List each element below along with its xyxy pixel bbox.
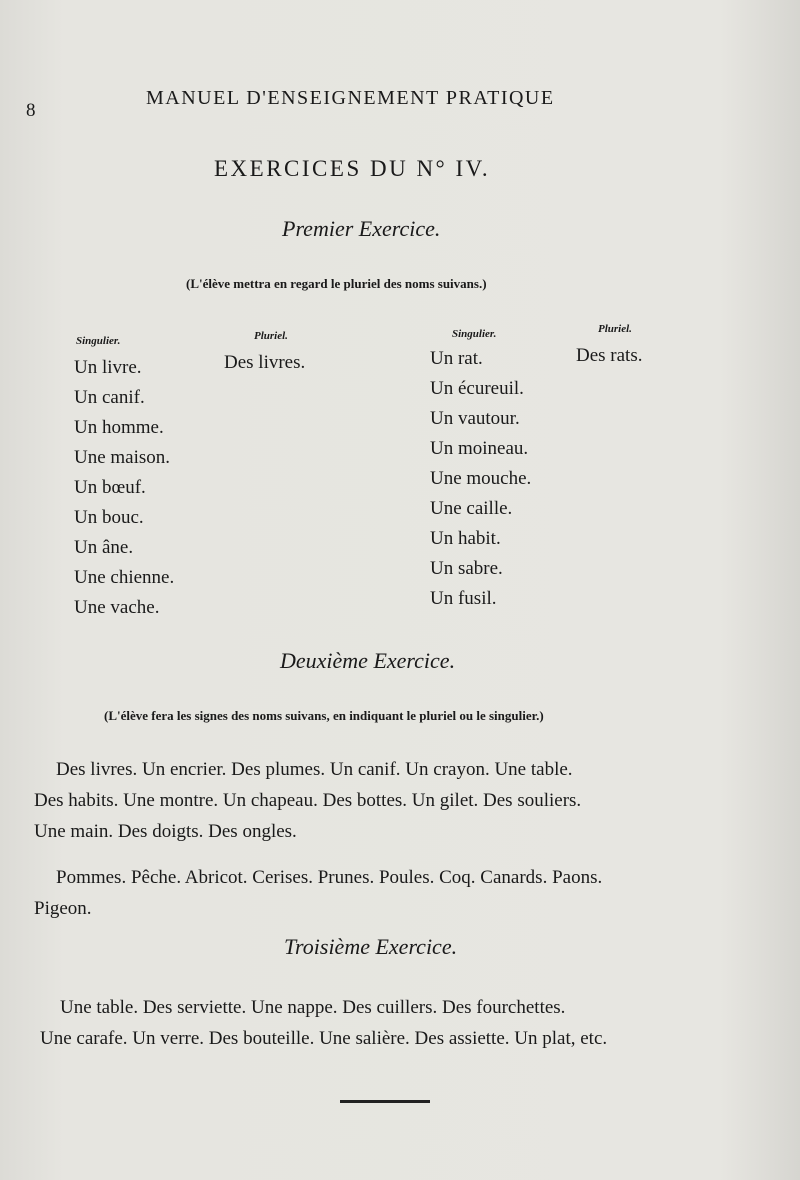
left-singular-list bbox=[74, 353, 174, 623]
list-item: Des rats. bbox=[576, 345, 643, 366]
list-item: Un moineau. bbox=[430, 438, 529, 459]
list-item: Un canif. bbox=[74, 387, 145, 408]
list-item: Un homme. bbox=[74, 417, 164, 438]
exercise2-paragraph2 bbox=[34, 862, 603, 924]
list-item: Un fusil. bbox=[430, 588, 497, 609]
text-line: Pigeon. bbox=[34, 898, 92, 919]
list-item: Des livres. bbox=[224, 352, 306, 373]
text-line: Des livres. Un encrier. Des plumes. Un canif. Un crayon. Une table. bbox=[56, 759, 573, 780]
text-line: Une main. Des doigts. Des ongles. bbox=[34, 821, 297, 842]
text-line: Une carafe. Un verre. Des bouteille. Une salière. Des assiette. Un plat, etc. bbox=[40, 1028, 608, 1049]
list-item: Une caille. bbox=[430, 498, 513, 519]
right-singular-list bbox=[430, 344, 531, 614]
exercise2-paragraph1 bbox=[34, 754, 582, 847]
text-line: Des habits. Une montre. Un chapeau. Des bottes. Un gilet. Des souliers. bbox=[34, 790, 582, 811]
text-line: Une table. Des serviette. Une nappe. Des cuillers. Des fourchettes. bbox=[60, 997, 566, 1018]
exercise1-instruction: (L'élève mettra en regard le pluriel des noms suivans.) bbox=[186, 276, 487, 291]
list-item: Une maison. bbox=[74, 447, 171, 468]
left-singular-label: Singulier. bbox=[76, 335, 121, 347]
exercise3-paragraph bbox=[40, 992, 608, 1054]
list-item: Un âne. bbox=[74, 537, 134, 558]
list-item: Un sabre. bbox=[430, 558, 503, 579]
list-item: Un rat. bbox=[430, 348, 483, 369]
right-plural-list bbox=[576, 341, 642, 371]
text-line: Pommes. Pêche. Abricot. Cerises. Prunes. Poules. Coq. Canards. Paons. bbox=[56, 867, 603, 888]
exercise2-instruction: (L'élève fera les signes des noms suivans, en indiquant le pluriel ou le singulier.) bbox=[104, 708, 544, 723]
list-item: Une mouche. bbox=[430, 468, 532, 489]
list-item: Un vautour. bbox=[430, 408, 520, 429]
exercise2-title: Deuxième Exercice. bbox=[280, 648, 456, 673]
section-title: EXERCICES DU N° IV. bbox=[214, 156, 491, 181]
right-plural-label: Pluriel. bbox=[598, 323, 632, 335]
end-rule bbox=[340, 1100, 430, 1103]
list-item: Un livre. bbox=[74, 357, 142, 378]
list-item: Une chienne. bbox=[74, 567, 175, 588]
list-item: Un bœuf. bbox=[74, 477, 146, 498]
page-number: 8 bbox=[26, 100, 36, 121]
list-item: Un écureuil. bbox=[430, 378, 524, 399]
list-item: Une vache. bbox=[74, 597, 160, 618]
list-item: Un habit. bbox=[430, 528, 501, 549]
left-plural-list bbox=[224, 348, 305, 378]
running-title: MANUEL D'ENSEIGNEMENT PRATIQUE bbox=[146, 87, 555, 109]
right-singular-label: Singulier. bbox=[452, 328, 497, 340]
list-item: Un bouc. bbox=[74, 507, 144, 528]
exercise3-title: Troisième Exercice. bbox=[284, 934, 458, 959]
exercise1-title: Premier Exercice. bbox=[282, 216, 441, 241]
left-plural-label: Pluriel. bbox=[254, 330, 288, 342]
